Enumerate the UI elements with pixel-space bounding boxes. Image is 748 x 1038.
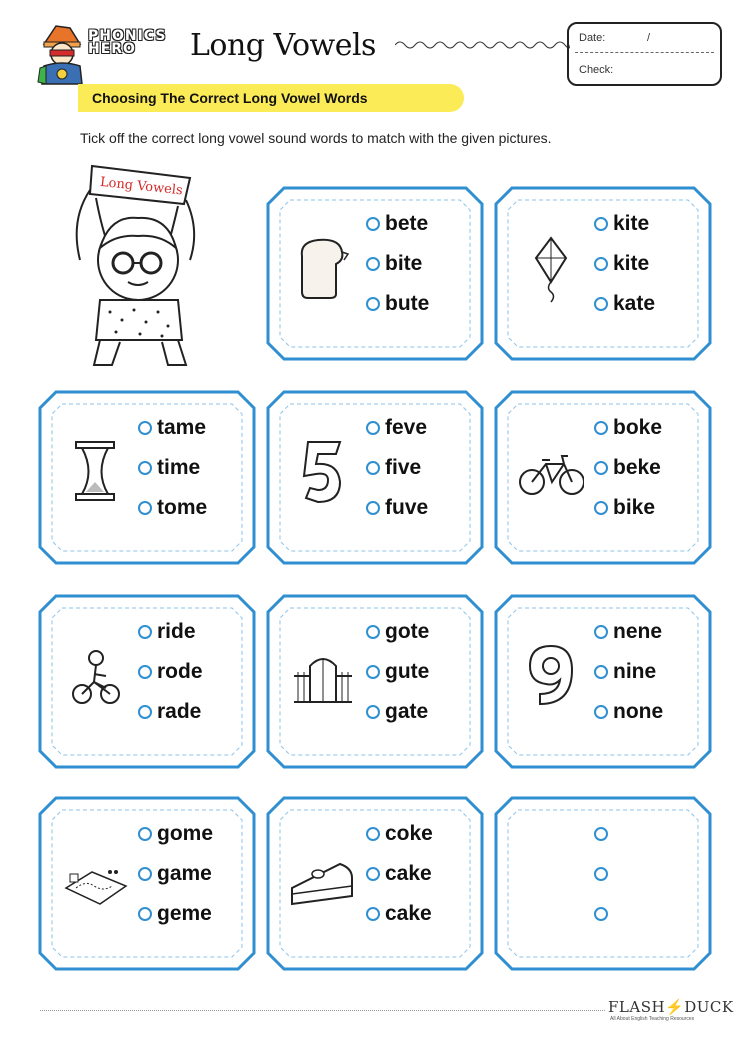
date-divider	[575, 52, 714, 53]
option-3[interactable]	[594, 692, 663, 732]
logo-tagline: All About English Teaching Resources	[610, 1016, 695, 1022]
option-3[interactable]	[138, 894, 213, 934]
options-list	[594, 612, 663, 732]
option-word: rade	[157, 700, 202, 723]
word-card-game	[38, 796, 256, 971]
brand-line-2: HERO	[88, 41, 136, 57]
option-2[interactable]	[138, 652, 203, 692]
option-word: gote	[385, 620, 430, 643]
option-1[interactable]	[366, 814, 433, 854]
option-circle[interactable]	[594, 705, 608, 719]
option-word: kate	[613, 292, 656, 315]
option-3[interactable]	[594, 894, 613, 934]
option-2[interactable]	[594, 652, 663, 692]
options-list	[138, 814, 213, 934]
option-circle[interactable]	[594, 625, 608, 639]
option-circle[interactable]	[594, 297, 608, 311]
option-1[interactable]	[138, 814, 213, 854]
option-3[interactable]	[366, 894, 433, 934]
option-word: boke	[613, 416, 663, 439]
option-2[interactable]	[594, 448, 662, 488]
page-title: Long Vowels	[190, 28, 376, 63]
option-word: nene	[613, 620, 663, 643]
lightning-bolt-icon: ⚡	[665, 998, 685, 1016]
option-circle[interactable]	[366, 827, 380, 841]
option-circle[interactable]	[138, 705, 152, 719]
option-circle[interactable]	[366, 257, 380, 271]
number-nine-icon	[518, 636, 584, 714]
option-circle[interactable]	[594, 867, 608, 881]
option-circle[interactable]	[138, 907, 152, 921]
option-1[interactable]	[594, 814, 613, 854]
option-word: gome	[157, 822, 214, 845]
option-circle[interactable]	[594, 421, 608, 435]
option-word: kite	[613, 252, 650, 275]
option-circle[interactable]	[594, 665, 608, 679]
word-card-blank	[494, 796, 712, 971]
flashduck-logo	[608, 998, 734, 1016]
word-card-gate	[266, 594, 484, 769]
option-circle[interactable]	[366, 501, 380, 515]
option-word: gate	[385, 700, 429, 723]
option-3[interactable]	[594, 284, 655, 324]
option-word: gute	[385, 660, 430, 683]
option-word: tame	[157, 416, 207, 439]
date-check-box	[567, 22, 722, 86]
brand-logo	[88, 30, 166, 56]
option-word: bute	[385, 292, 430, 315]
options-list	[138, 612, 203, 732]
option-3[interactable]	[366, 284, 429, 324]
option-circle[interactable]	[138, 665, 152, 679]
option-word: fuve	[385, 496, 429, 519]
option-circle[interactable]	[138, 625, 152, 639]
option-2[interactable]	[366, 448, 428, 488]
word-card-nine	[494, 594, 712, 769]
options-list	[594, 204, 655, 324]
boy-holding-sign-illustration	[50, 160, 250, 370]
options-list	[366, 408, 428, 528]
kite-icon	[518, 228, 584, 306]
footer-dotted-line	[40, 1010, 605, 1011]
option-1[interactable]	[594, 408, 662, 448]
option-circle[interactable]	[138, 421, 152, 435]
option-2[interactable]	[366, 652, 429, 692]
date-label: Date:	[579, 32, 606, 44]
option-1[interactable]	[138, 408, 207, 448]
word-card-ride	[38, 594, 256, 769]
option-circle[interactable]	[366, 907, 380, 921]
option-1[interactable]	[366, 204, 429, 244]
option-circle[interactable]	[366, 705, 380, 719]
option-2[interactable]	[366, 244, 429, 284]
options-list	[366, 204, 429, 324]
option-word: rode	[157, 660, 203, 683]
option-1[interactable]	[138, 612, 203, 652]
word-card-bicycle	[494, 390, 712, 565]
option-word: bite	[385, 252, 423, 275]
word-card-cake	[266, 796, 484, 971]
option-circle[interactable]	[366, 665, 380, 679]
wavy-divider	[395, 38, 570, 52]
word-card-kite	[494, 186, 712, 361]
option-3[interactable]	[366, 692, 429, 732]
options-list	[366, 814, 433, 934]
phonics-hero-mascot-icon	[36, 22, 88, 86]
option-circle[interactable]	[594, 827, 608, 841]
option-2[interactable]	[366, 854, 433, 894]
bicycle-icon	[518, 432, 584, 510]
option-circle[interactable]	[366, 461, 380, 475]
worksheet-subtitle: Choosing The Correct Long Vowel Words	[92, 90, 368, 106]
option-2[interactable]	[594, 244, 655, 284]
option-2[interactable]	[138, 854, 213, 894]
option-circle[interactable]	[366, 867, 380, 881]
options-list	[594, 408, 662, 528]
instruction-text: Tick off the correct long vowel sound words to match with the given pictures.	[80, 130, 552, 146]
number-five-icon	[290, 432, 356, 510]
option-word: tome	[157, 496, 208, 519]
logo-left: FLASH	[608, 998, 666, 1016]
options-list	[138, 408, 207, 528]
brand-line-1: PHONICS	[88, 28, 167, 44]
option-circle[interactable]	[138, 827, 152, 841]
bread-icon	[290, 228, 356, 306]
option-3[interactable]	[138, 692, 203, 732]
option-circle[interactable]	[594, 461, 608, 475]
option-3[interactable]	[366, 488, 428, 528]
word-card-hourglass	[38, 390, 256, 565]
option-circle[interactable]	[594, 257, 608, 271]
option-word: beke	[613, 456, 661, 479]
option-word: five	[385, 456, 422, 479]
option-circle[interactable]	[594, 217, 608, 231]
option-1[interactable]	[594, 204, 655, 244]
check-label: Check:	[579, 64, 614, 76]
date-separator: /	[647, 32, 651, 44]
option-circle[interactable]	[138, 867, 152, 881]
option-word: bike	[613, 496, 656, 519]
sign-text: Long Vowels	[99, 174, 184, 199]
option-word: cake	[385, 902, 432, 925]
option-circle[interactable]	[366, 421, 380, 435]
option-1[interactable]	[366, 408, 428, 448]
option-1[interactable]	[366, 612, 429, 652]
word-card-bread	[266, 186, 484, 361]
option-word: none	[613, 700, 664, 723]
option-circle[interactable]	[138, 501, 152, 515]
options-list	[366, 612, 429, 732]
option-word: time	[157, 456, 201, 479]
option-3[interactable]	[138, 488, 207, 528]
option-circle[interactable]	[366, 297, 380, 311]
option-word: coke	[385, 822, 433, 845]
option-word: ride	[157, 620, 196, 643]
option-word: game	[157, 862, 212, 885]
word-card-five	[266, 390, 484, 565]
option-word: geme	[157, 902, 212, 925]
gate-icon	[290, 636, 356, 714]
option-circle[interactable]	[138, 461, 152, 475]
option-2[interactable]	[594, 854, 613, 894]
rider-icon	[62, 636, 128, 714]
option-2[interactable]	[138, 448, 207, 488]
cake-icon	[290, 838, 356, 916]
option-word: bete	[385, 212, 429, 235]
option-circle[interactable]	[366, 217, 380, 231]
hourglass-icon	[62, 432, 128, 510]
option-word: feve	[385, 416, 428, 439]
option-3[interactable]	[594, 488, 662, 528]
option-circle[interactable]	[594, 907, 608, 921]
board-game-icon	[62, 838, 128, 916]
option-word: kite	[613, 212, 650, 235]
options-list	[594, 814, 613, 934]
option-word: nine	[613, 660, 657, 683]
option-1[interactable]	[594, 612, 663, 652]
option-word: cake	[385, 862, 432, 885]
logo-right: DUCK	[684, 998, 734, 1016]
option-circle[interactable]	[594, 501, 608, 515]
option-circle[interactable]	[366, 625, 380, 639]
